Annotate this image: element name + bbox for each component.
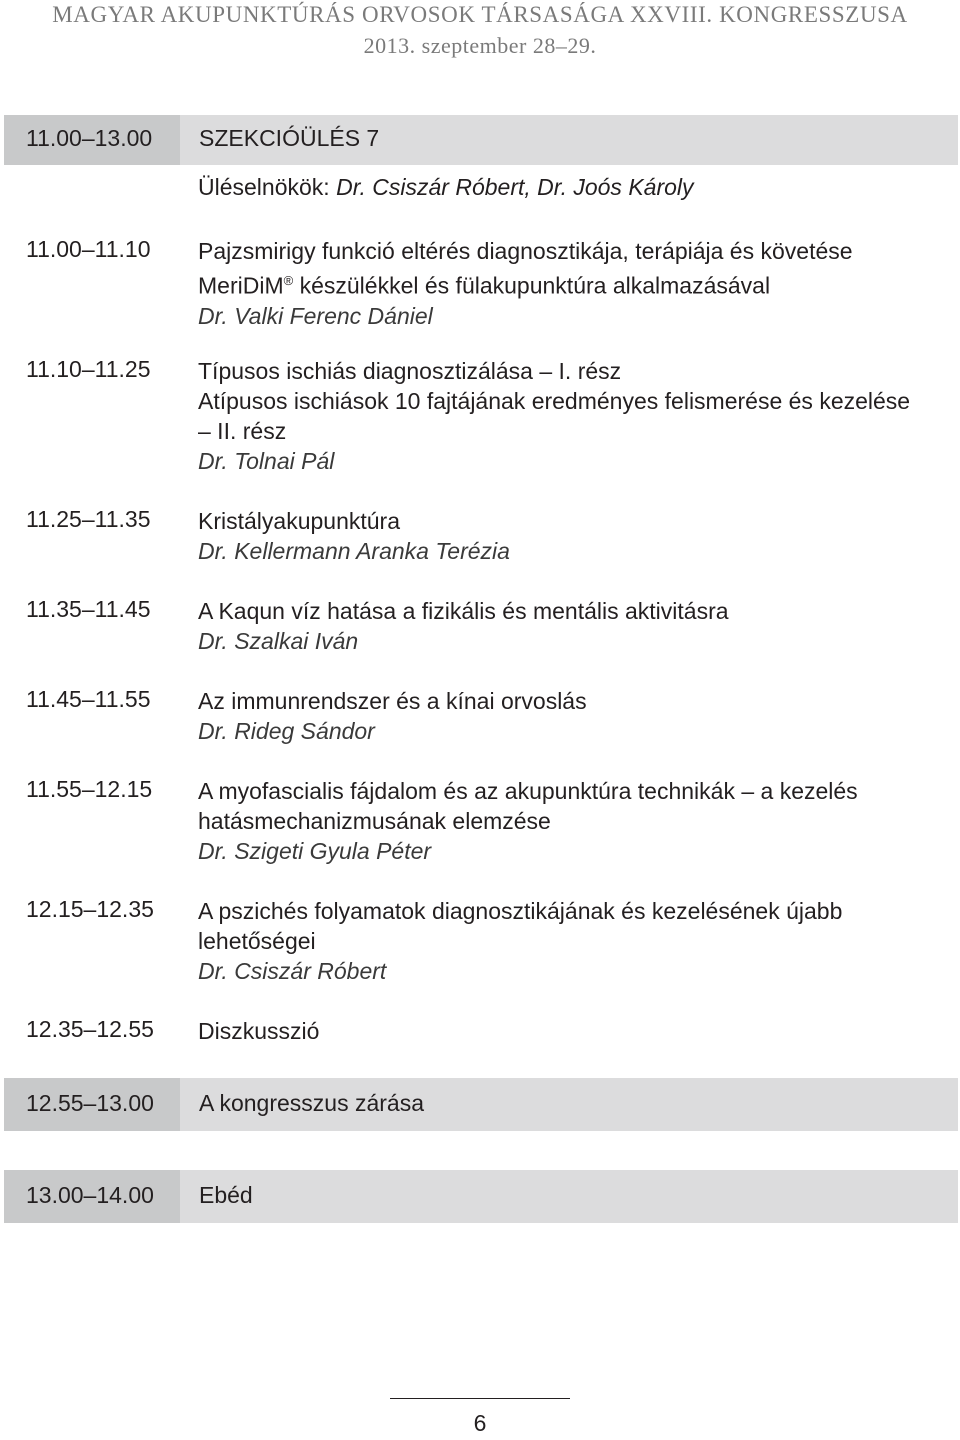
talk-author: Dr. Kellermann Aranka Terézia <box>198 538 510 564</box>
talk-time: 11.25–11.35 <box>26 506 151 532</box>
footer-rule <box>390 1398 570 1399</box>
section-time: 11.00–13.00 <box>26 125 153 151</box>
closing-title: A kongresszus zárása <box>199 1090 425 1116</box>
talk-time: 11.55–12.15 <box>26 776 153 802</box>
talk-author: Dr. Csiszár Róbert <box>198 958 387 984</box>
lunch-band <box>4 1170 958 1223</box>
lunch-title: Ebéd <box>199 1182 253 1208</box>
chairs-names: Dr. Csiszár Róbert, Dr. Joós Károly <box>336 174 694 200</box>
header-date: 2013. szeptember 28–29. <box>363 33 597 58</box>
talk-author: Dr. Tolnai Pál <box>198 448 335 474</box>
chairs-label: Üléselnökök: <box>198 174 330 200</box>
header-congress-title: MAGYAR AKUPUNKTÚRÁS ORVOSOK TÁRSASÁGA XXVIII. KONGRESSZUSA <box>52 2 908 27</box>
talk-author: Dr. Szigeti Gyula Péter <box>198 838 432 864</box>
talk-time: 12.35–12.55 <box>26 1016 154 1042</box>
closing-time: 12.55–13.00 <box>26 1090 154 1116</box>
section-band <box>4 115 958 165</box>
closing-band <box>4 1078 958 1131</box>
talk-title: A myofascialis fájdalom és az akupunktúra technikák – a kezelés hatásmechanizmusának elemzése <box>198 778 858 834</box>
talk-title: A Kaqun víz hatása a fizikális és mentális aktivitásra <box>198 598 729 624</box>
talk-time: 11.45–11.55 <box>26 686 151 712</box>
talk-title: Az immunrendszer és a kínai orvoslás <box>198 688 587 714</box>
talk-time: 11.35–11.45 <box>26 596 151 622</box>
talk-author: Dr. Valki Ferenc Dániel <box>198 302 433 329</box>
talk-author: Dr. Rideg Sándor <box>198 718 375 744</box>
section-title: SZEKCIÓÜLÉS 7 <box>199 125 380 151</box>
session-chairs <box>198 174 694 201</box>
talk-time: 11.00–11.10 <box>26 236 151 262</box>
talk-title: A pszichés folyamatok diagnosztikájának és kezelésének újabb lehetőségei <box>198 898 843 954</box>
talk-title: Pajzsmirigy funkció eltérés diagnosztikája, terápiája és követése MeriDiM® készülékkel és fülakupunktúra alkalmazásával <box>198 238 853 299</box>
talk-time: 12.15–12.35 <box>26 896 154 922</box>
talk-title: Kristályakupunktúra <box>198 508 400 534</box>
talk-title: Típusos ischiás diagnosztizálása – I. rész Atípusos ischiások 10 fajtájának eredményes felismerése és kezelése – II. rész <box>198 358 911 444</box>
talk-title: Diszkusszió <box>198 1018 320 1044</box>
lunch-time: 13.00–14.00 <box>26 1182 154 1208</box>
talk-time: 11.10–11.25 <box>26 356 151 382</box>
talk-author: Dr. Szalkai Iván <box>198 628 359 654</box>
page-number: 6 <box>473 1410 487 1436</box>
